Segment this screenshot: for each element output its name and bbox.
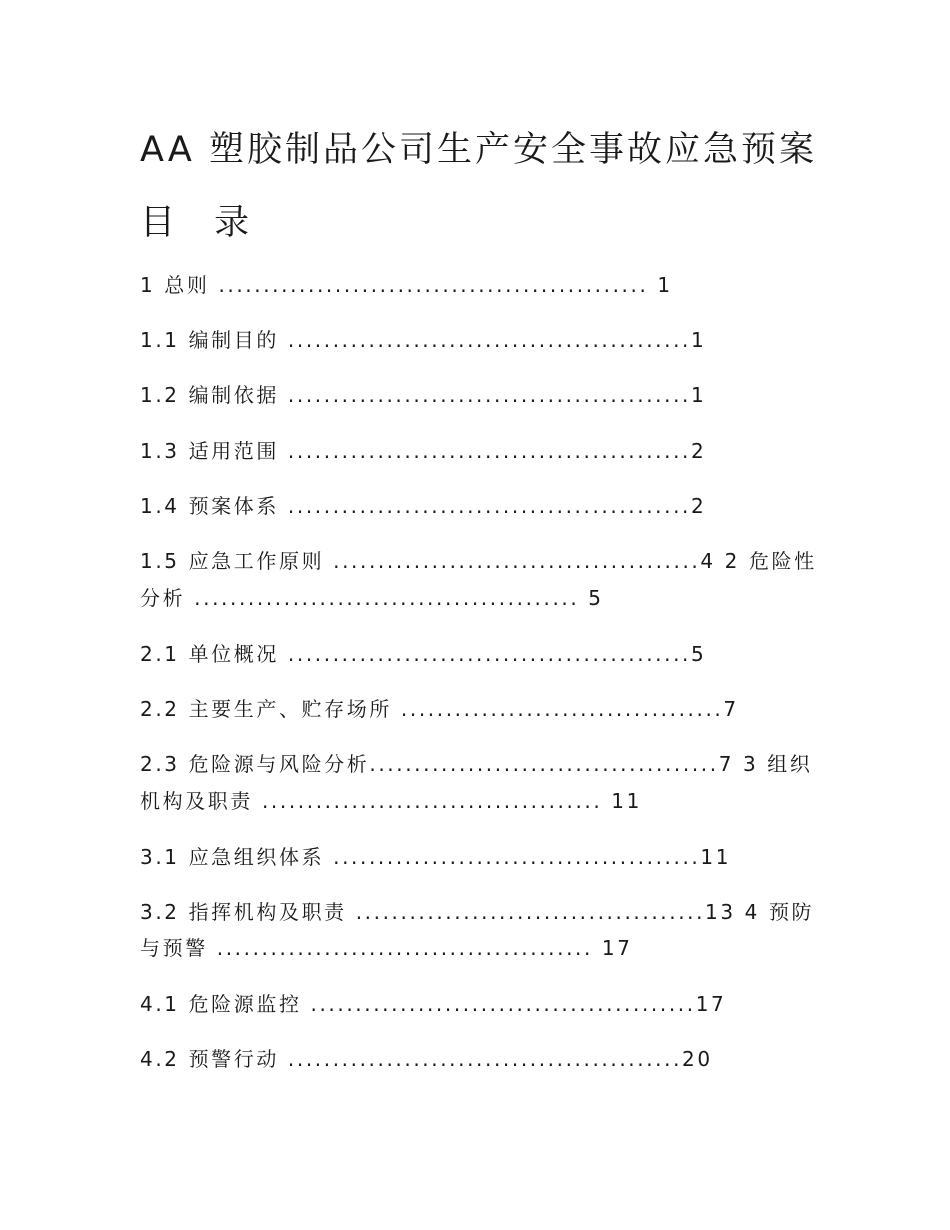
toc-entry-1-2: 1.2 编制依据 .............................................1 xyxy=(140,383,707,407)
toc-entry-2-3: 2.3 危险源与风险分析.......................................7 3 组织 xyxy=(140,752,813,776)
toc-entry-1-3: 1.3 适用范围 .............................................2 xyxy=(140,439,707,463)
toc-entry-2-1: 2.1 单位概况 .............................................5 xyxy=(140,642,707,666)
toc-entry-1-1: 1.1 编制目的 .............................................1 xyxy=(140,328,707,352)
toc-entry-1-4: 1.4 预案体系 .............................................2 xyxy=(140,494,707,518)
toc-entry-2-continued: 分析 ........................................... 5 xyxy=(140,586,604,610)
toc-entry-4-2: 4.2 预警行动 ............................................20 xyxy=(140,1047,713,1071)
toc-entry-3-1: 3.1 应急组织体系 .........................................11 xyxy=(140,845,732,869)
toc-entry-3-2: 3.2 指挥机构及职责 .......................................13 4 预防 xyxy=(140,900,815,924)
toc-entry-1-5: 1.5 应急工作原则 .........................................4 2 危险性 xyxy=(140,549,817,573)
toc-heading: 目 录 xyxy=(140,203,264,243)
toc-entry-2-2: 2.2 主要生产、贮存场所 ....................................7 xyxy=(140,697,739,721)
toc-entry-4-1: 4.1 危险源监控 ...........................................17 xyxy=(140,992,727,1016)
toc-entry-1: 1 总则 ................................................ 1 xyxy=(140,273,673,297)
toc-entry-4-continued: 与预警 .......................................... 17 xyxy=(140,936,633,960)
document-title: AA 塑胶制品公司生产安全事故应急预案 xyxy=(140,130,817,170)
toc-entry-3-continued: 机构及职责 ...................................... 11 xyxy=(140,789,642,813)
